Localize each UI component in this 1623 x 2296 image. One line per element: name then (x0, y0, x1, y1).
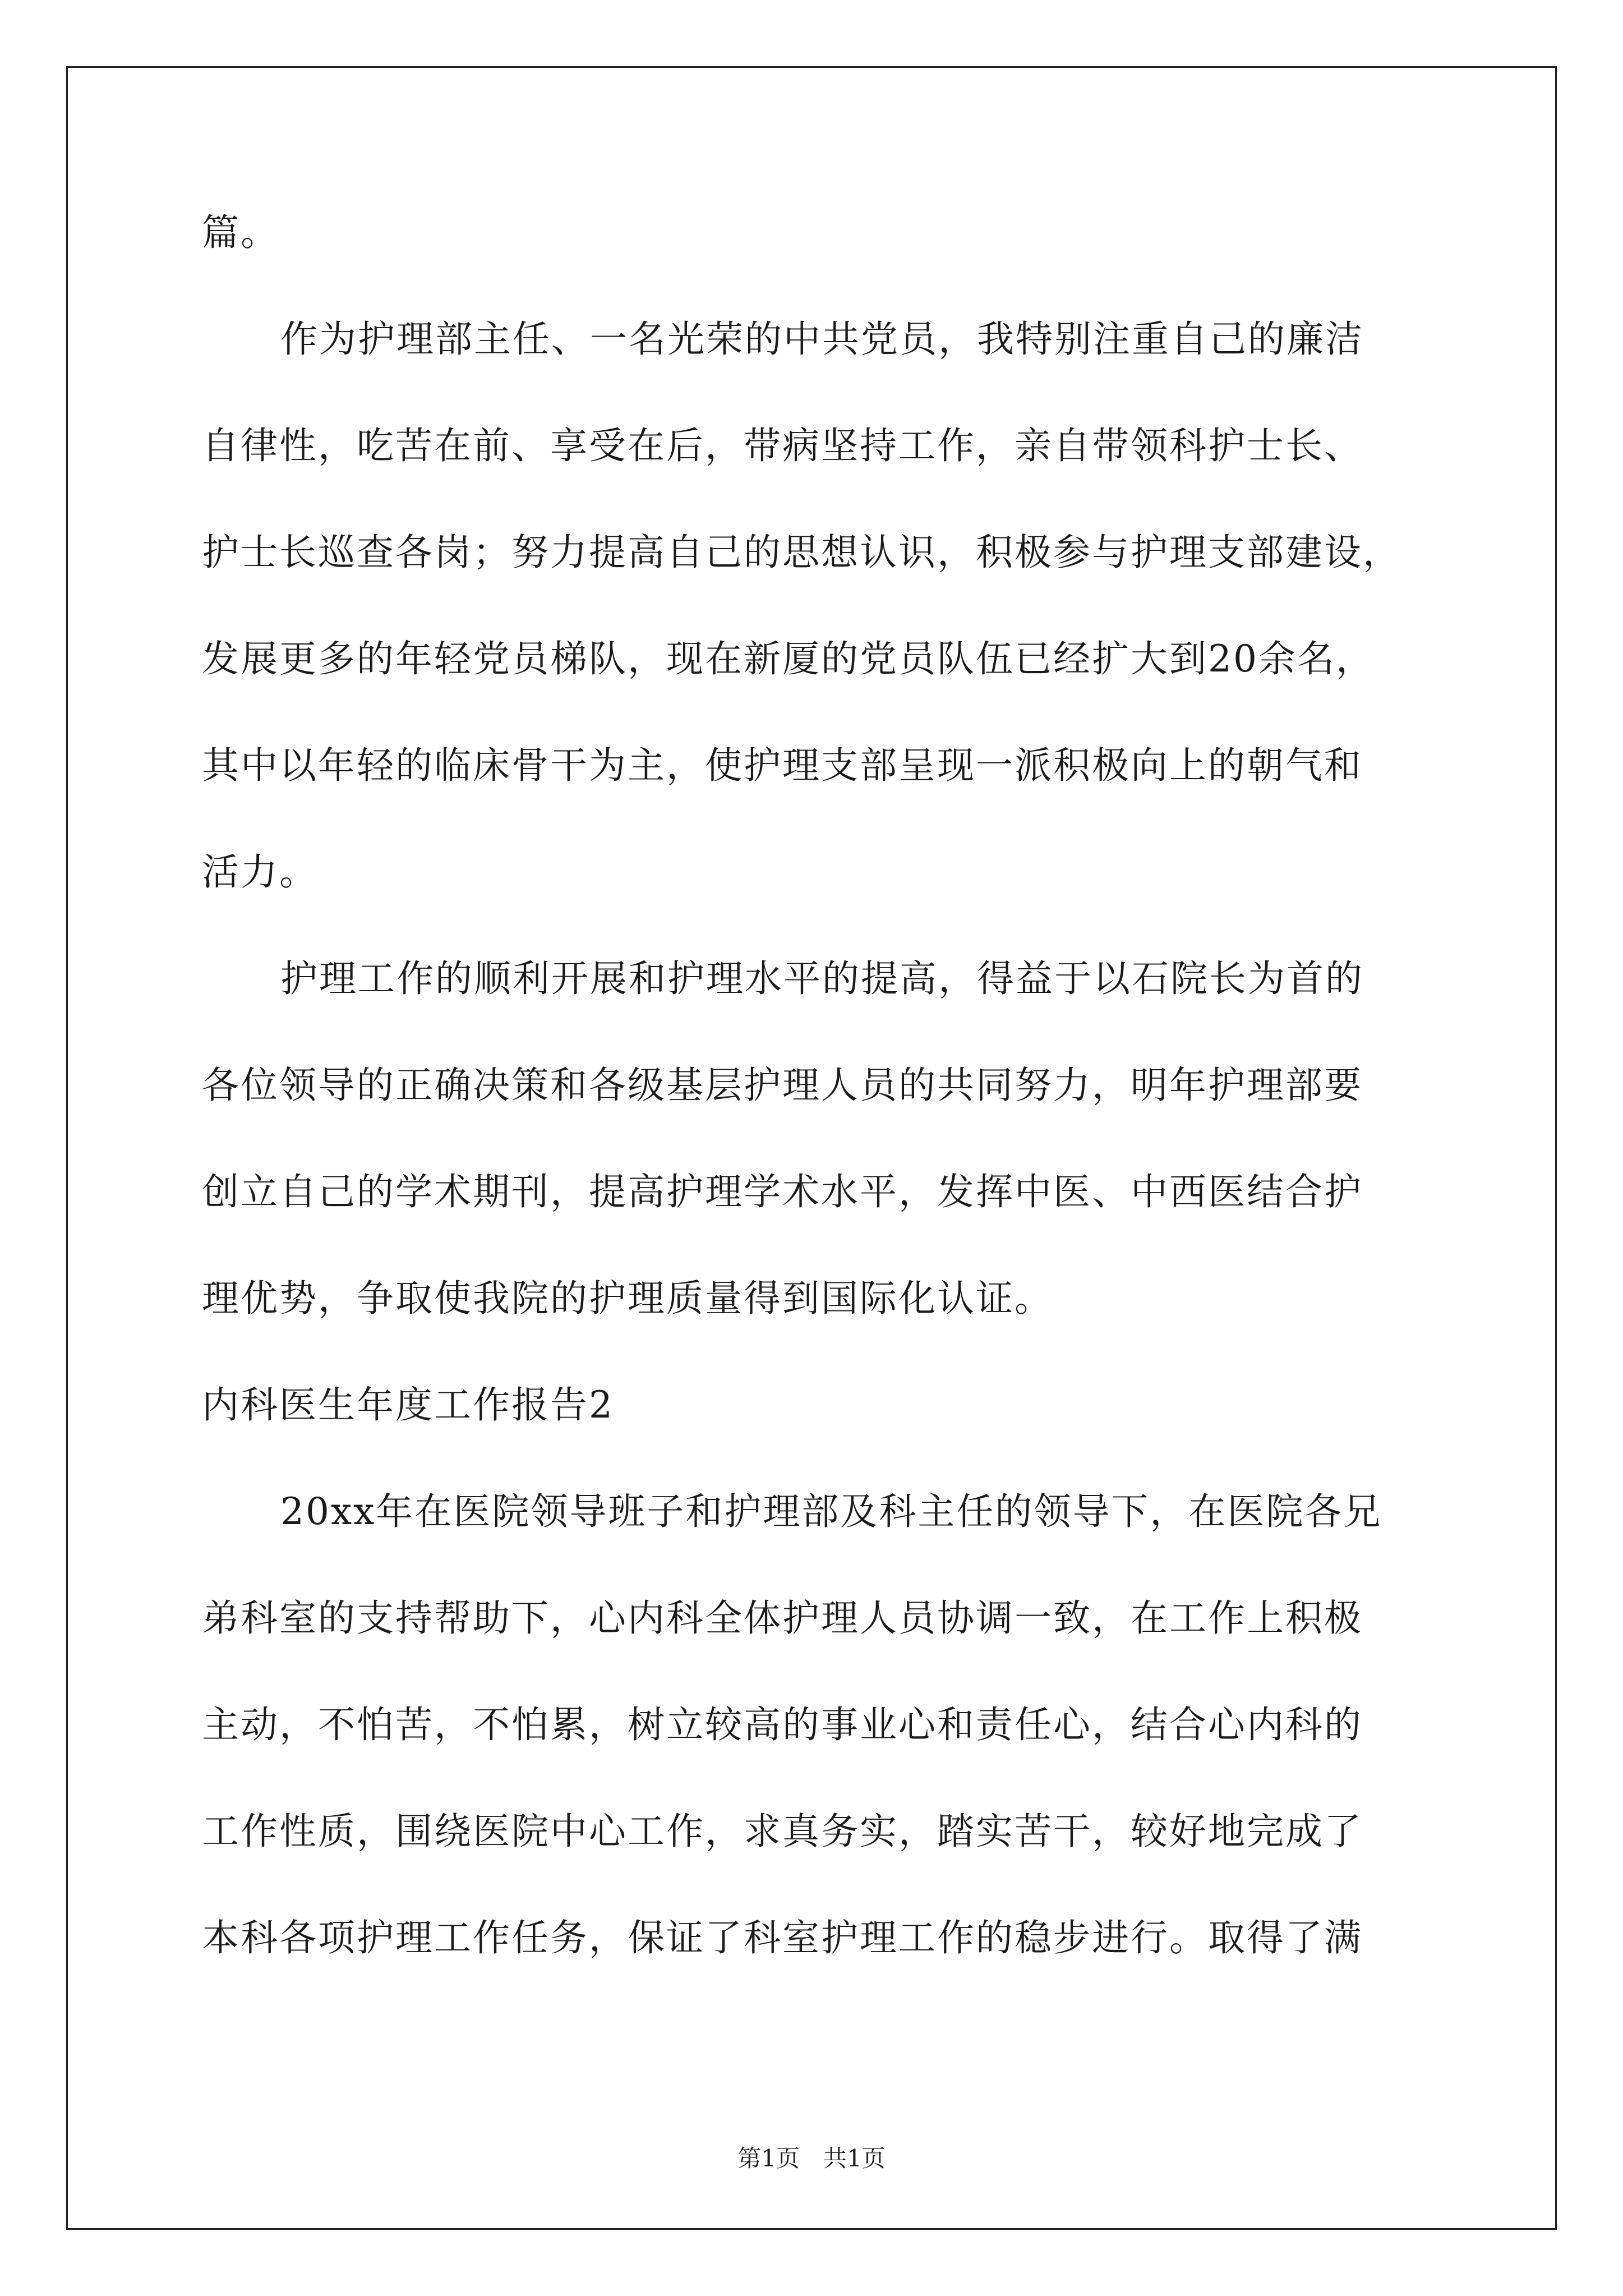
text-line: 工作性质，围绕医院中心工作，求真务实，踏实苦干，较好地完成了 (202, 1810, 1363, 1853)
text-line: 20xx年在医院领导班子和护理部及科主任的领导下，在医院各兄 (280, 1490, 1382, 1533)
section-heading: 内科医生年度工作报告2 (202, 1383, 614, 1427)
text-line: 创立自己的学术期刊，提高护理学术水平，发挥中医、中西医结合护 (202, 1170, 1363, 1213)
text-line: 其中以年轻的临床骨干为主，使护理支部呈现一派积极向上的朝气和 (202, 744, 1363, 787)
text-line: 本科各项护理工作任务，保证了科室护理工作的稳步进行。取得了满 (202, 1916, 1363, 1959)
text-line: 发展更多的年轻党员梯队，现在新厦的党员队伍已经扩大到20余名， (202, 637, 1375, 680)
text-line: 活力。 (202, 850, 318, 894)
text-line: 护士长巡查各岗；努力提高自己的思想认识，积极参与护理支部建设， (202, 531, 1401, 574)
text-line: 自律性，吃苦在前、享受在后，带病坚持工作，亲自带领科护士长、 (202, 424, 1363, 467)
text-line: 篇。 (202, 211, 279, 254)
page-footer: 第1页 共1页 (737, 2145, 886, 2172)
text-line: 主动，不怕苦，不怕累，树立较高的事业心和责任心，结合心内科的 (202, 1703, 1363, 1746)
text-line: 理优势，争取使我院的护理质量得到国际化认证。 (202, 1277, 1053, 1320)
page-border (66, 66, 1557, 2230)
text-line: 弟科室的支持帮助下，心内科全体护理人员协调一致，在工作上积极 (202, 1596, 1363, 1640)
text-line: 护理工作的顺利开展和护理水平的提高，得益于以石院长为首的 (280, 957, 1364, 1000)
text-line: 作为护理部主任、一名光荣的中共党员，我特别注重自己的廉洁 (280, 318, 1364, 361)
text-line: 各位领导的正确决策和各级基层护理人员的共同努力，明年护理部要 (202, 1064, 1363, 1107)
